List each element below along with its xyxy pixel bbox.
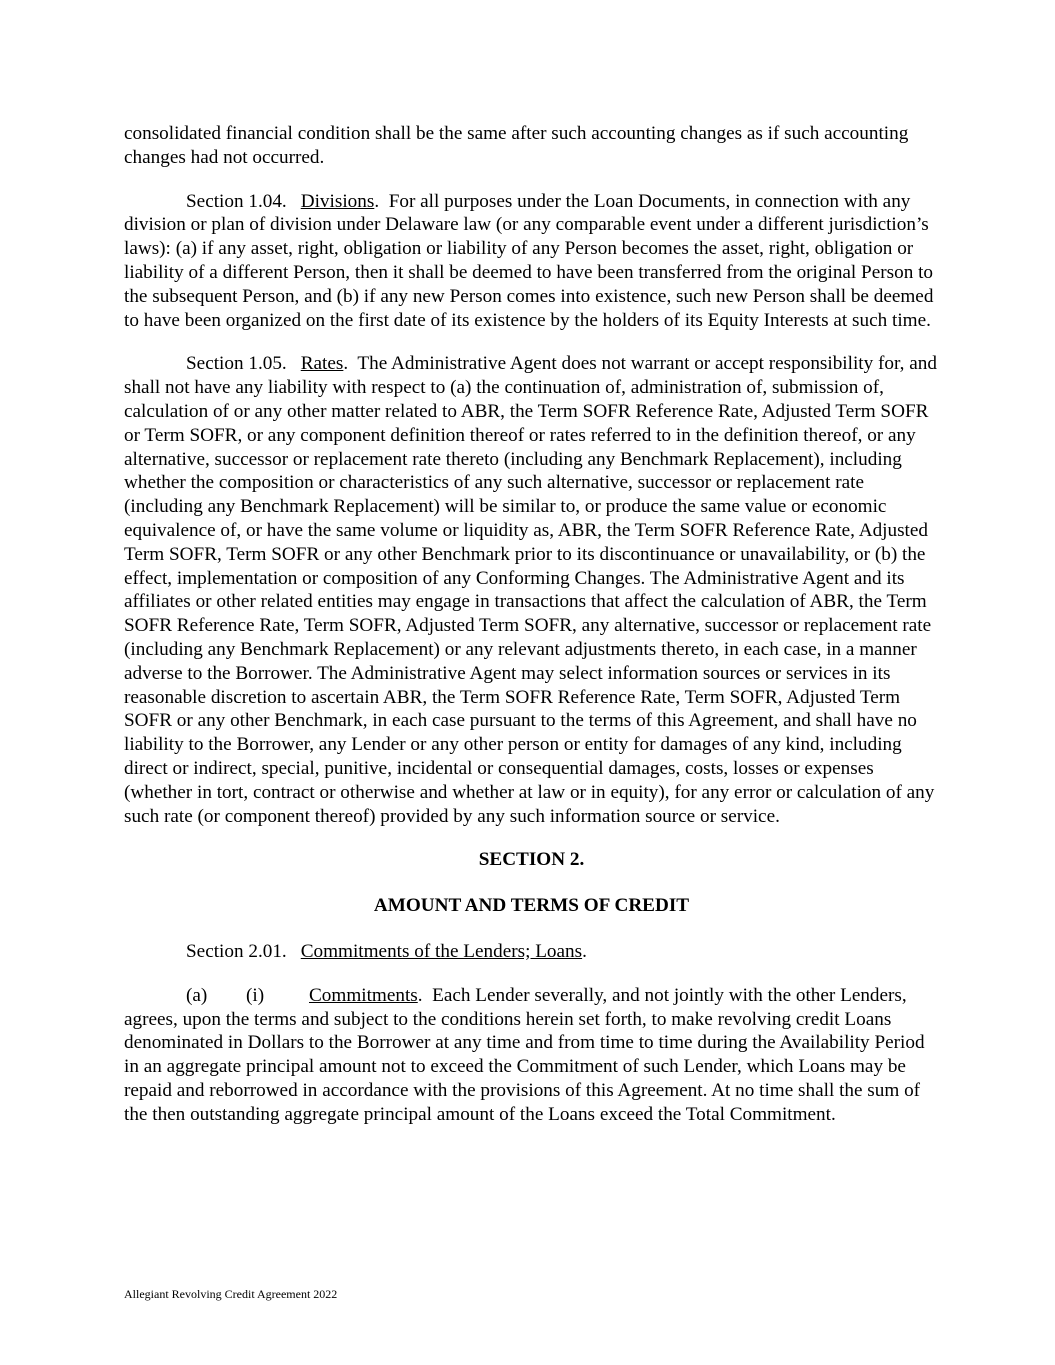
- clause-title: Commitments: [309, 984, 418, 1006]
- section-1-05-paragraph: Section 1.05. Rates. The Administrative Agent does not warrant or accept responsibility for, and shall not have any liability with respect to (a) the continuation of, administration of, submission of, calculation of or any other matter related to ABR, the Term SOFR Reference Rate, Adjusted Term SOFR or Term SOFR, or any component definition thereof or rates referred to in the definition thereof, or any alternative, successor or replacement rate thereto (including any Benchmark Replacement), including whether the composition or characteristics of any such alternative, successor or replacement rate (including any Benchmark Replacement) will be similar to, or produce the same value or economic equivalence of, or have the same volume or liquidity as, ABR, the Term SOFR Reference Rate, Adjusted Term SOFR, Term SOFR or any other Benchmark prior to its discontinuance or unavailability, or (b) the effect, implementation or composition of any Conforming Changes. The Administrative Agent and its affiliates or other related entities may engage in transactions that affect the calculation of ABR, the Term SOFR Reference Rate, Term SOFR, Adjusted Term SOFR, any alternative, successor or replacement rate (including any Benchmark Replacement) or any relevant adjustments thereto, in each case, in a manner adverse to the Borrower. The Administrative Agent may select information sources or services in its reasonable discretion to ascertain ABR, the Term SOFR Reference Rate, Term SOFR, Adjusted Term SOFR or any other Benchmark, in each case pursuant to the terms of this Agreement, and shall have no liability to the Borrower, any Lender or any other person or entity for damages of any kind, including direct or indirect, special, punitive, incidental or consequential damages, costs, losses or expenses (whether in tort, contract or otherwise and whether at law or in equity), for any error or calculation of any such rate (or component thereof) provided by any such information source or service.: [124, 353, 937, 827]
- section-1-04-paragraph: Section 1.04. Divisions. For all purposes under the Loan Documents, in connection with any division or plan of division under Delaware law (or any comparable event under a different jurisdiction’s laws): (a) if any asset, right, obligation or liability of any Person becomes the asset, right, obligation or liability of a different Person, then it shall be deemed to have been transferred from the original Person to the subsequent Person, and (b) if any new Person comes into existence, such new Person shall be deemed to have been organized on the first date of its existence by the holders of its Equity Interests at such time.: [124, 190, 934, 331]
- section-1-04-number: Section 1.04.: [186, 190, 287, 212]
- clause-letter: (a): [186, 984, 208, 1006]
- section-2-01-punct: .: [582, 940, 587, 962]
- section-2-01-paragraph: [124, 940, 939, 964]
- section-2-heading: SECTION 2.: [478, 849, 585, 871]
- intro-paragraph: consolidated financial condition shall be the same after such accounting changes as if such accounting changes had not occurred.: [124, 123, 909, 168]
- clause-a-i-paragraph: (a) (i) Commitments. Each Lender severally, and not jointly with the other Lenders, agrees, upon the terms and subject to the conditions herein set forth, to make revolving credit Loans denominated in Dollars to the Borrower at any time and from time to time during the Availability Period in an aggregate principal amount not to exceed the Commitment of such Lender, which Loans may be repaid and reborrowed in accordance with the provisions of this Agreement. At no time shall the sum of the then outstanding aggregate principal amount of the Loans exceed the Total Commitment.: [124, 984, 925, 1125]
- section-1-05-title: Rates: [300, 353, 344, 375]
- document-page: [124, 122, 939, 1146]
- clause-roman: (i): [246, 984, 265, 1006]
- section-1-04-body: For all purposes under the Loan Documents, in connection with any division or plan of division under Delaware law (or any comparable event under a different jurisdiction’s laws): (a) if any asset, right, obligation or liability of any Person becomes the asset, right, obligation or liability of a different Person, then it shall be deemed to have been transferred from the original Person to the subsequent Person, and (b) if any new Person comes into existence, such new Person shall be deemed to have been organized on the first date of its existence by the holders of its Equity Interests at such time.: [124, 190, 934, 331]
- section-1-04-title: Divisions: [300, 190, 375, 212]
- section-2-subheading: AMOUNT AND TERMS OF CREDIT: [373, 895, 690, 917]
- section-1-05-number: Section 1.05.: [186, 353, 287, 375]
- section-1-05-body: The Administrative Agent does not warrant or accept responsibility for, and shall not have any liability with respect to (a) the continuation of, administration of, submission of, calculation of or any other matter related to ABR, the Term SOFR Reference Rate, Adjusted Term SOFR or Term SOFR, or any component definition thereof or rates referred to in the definition thereof, or any alternative, successor or replacement rate thereto (including any Benchmark Replacement), including whether the composition or characteristics of any such alternative, successor or replacement rate (including any Benchmark Replacement) will be similar to, or produce the same value or economic equivalence of, or have the same volume or liquidity as, ABR, the Term SOFR Reference Rate, Adjusted Term SOFR, Term SOFR or any other Benchmark prior to its discontinuance or unavailability, or (b) the effect, implementation or composition of any Conforming Changes. The Administrative Agent and its affiliates or other related entities may engage in transactions that affect the calculation of ABR, the Term SOFR Reference Rate, Term SOFR, Adjusted Term SOFR, any alternative, successor or replacement rate (including any Benchmark Replacement) or any relevant adjustments thereto, in each case, in a manner adverse to the Borrower. The Administrative Agent may select information sources or services in its reasonable discretion to ascertain ABR, the Term SOFR Reference Rate, Term SOFR, Adjusted Term SOFR or any other Benchmark, in each case pursuant to the terms of this Agreement, and shall have no liability to the Borrower, any Lender or any other person or entity for damages of any kind, including direct or indirect, special, punitive, incidental or consequential damages, costs, losses or expenses (whether in tort, contract or otherwise and whether at law or in equity), for any error or calculation of any such rate (or component thereof) provided by any such information source or service.: [124, 353, 937, 827]
- clause-body: Each Lender severally, and not jointly with the other Lenders, agrees, upon the terms and subject to the conditions herein set forth, to make revolving credit Loans denominated in Dollars to the Borrower at any time and from time to time during the Availability Period in an aggregate principal amount not to exceed the Commitment of such Lender, which Loans may be repaid and reborrowed in accordance with the provisions of this Agreement. At no time shall the sum of the then outstanding aggregate principal amount of the Loans exceed the Total Commitment.: [124, 984, 925, 1125]
- section-2-01-number: Section 2.01.: [186, 940, 287, 962]
- section-2-01-title: Commitments of the Lenders; Loans: [300, 940, 583, 962]
- page-footer: Allegiant Revolving Credit Agreement 2022: [124, 1287, 338, 1301]
